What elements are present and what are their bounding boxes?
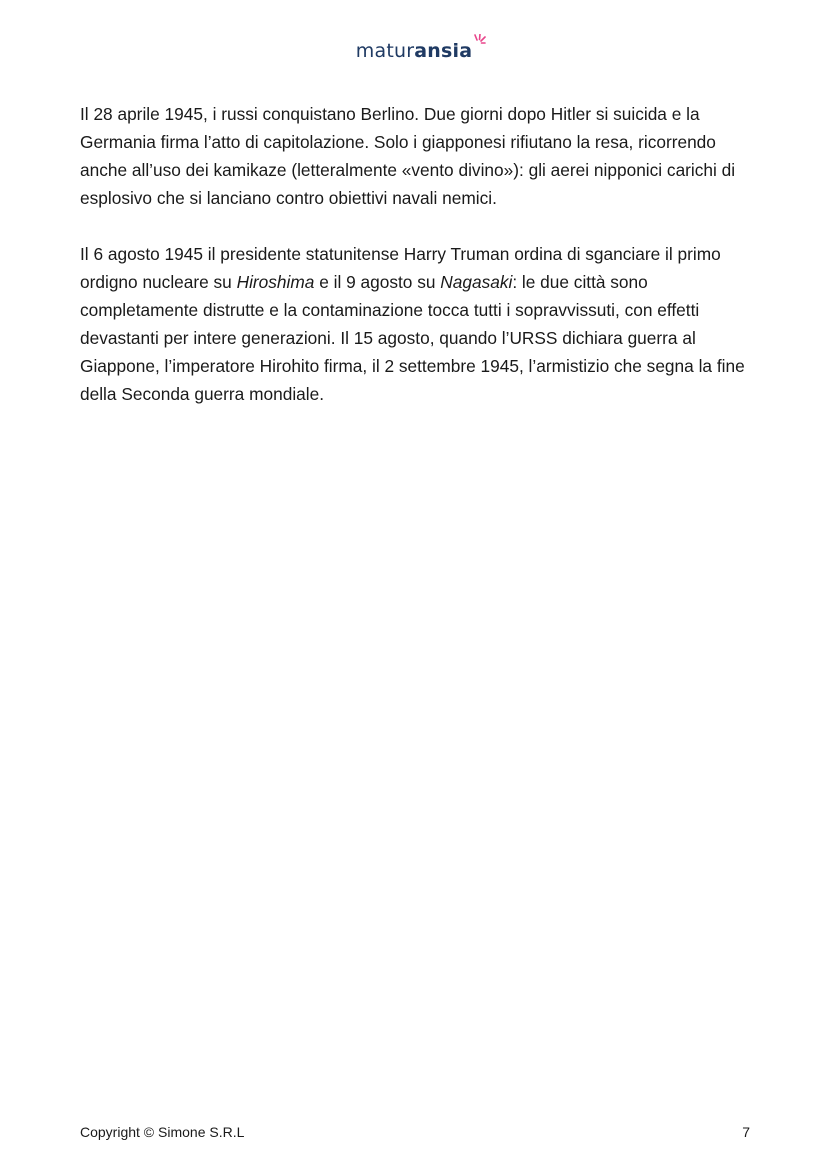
paragraph-2	[80, 240, 748, 408]
logo-text-ansia: ansia	[414, 40, 473, 62]
copyright-notice: Copyright © Simone S.R.L	[80, 1124, 245, 1140]
paragraph-2-segment: : le due città sono completamente distrutte e la contaminazione tocca tutti i sopravvissuti, con effetti devastanti per intere generazioni. Il 15 agosto, quando l’URSS dichiara guerra al Giappone, l’imperatore Hirohito firma, il 2 settembre 1945, l’armistizio che segna la fine della Seconda guerra mondiale.	[80, 272, 745, 404]
paragraph-1: Il 28 aprile 1945, i russi conquistano Berlino. Due giorni dopo Hitler si suicida e la Germania firma l’atto di capitolazione. Solo i giapponesi rifiutano la resa, ricorrendo anche all’uso dei kamikaze (letteralmente «vento divino»): gli aerei nipponici carichi di esplosivo che si lanciano contro obiettivi navali nemici.	[80, 104, 736, 208]
page-number: 7	[742, 1124, 750, 1140]
maturansia-logo	[356, 40, 472, 62]
italic-hiroshima: Hiroshima	[236, 272, 315, 292]
spark-icon	[472, 34, 486, 48]
logo-text-matur: matur	[355, 40, 415, 62]
document-body	[80, 100, 748, 436]
paragraph-2-segment: Il 6 agosto 1945 il presidente statunitense Harry Truman ordina di sganciare il primo ordigno nucleare su	[80, 244, 721, 292]
page-header	[0, 40, 828, 62]
italic-nagasaki: Nagasaki	[440, 272, 513, 292]
paragraph-2-segment: e il 9 agosto su	[314, 272, 441, 292]
